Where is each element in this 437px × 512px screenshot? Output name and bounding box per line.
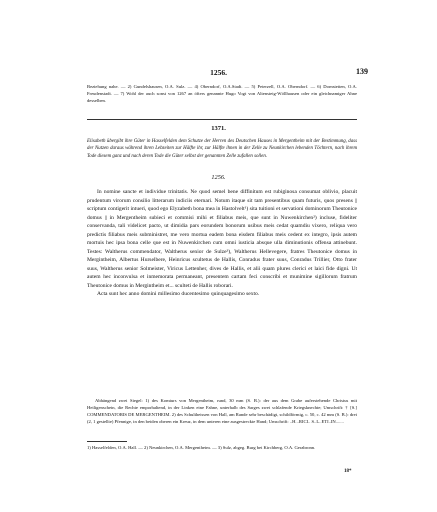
signature-mark: 18* bbox=[344, 469, 352, 474]
document-year: 1256. bbox=[211, 174, 226, 181]
document-body bbox=[87, 188, 357, 299]
body-paragraph: In nomine sancte et individue trinitatis. Ne quod semel bene diffinitum est rubiginosa consumat oblivio, placuit prudentum virorum consilio litterarum indiciis eternari. Notum itaque sit tam presentibus quam futuris, quos presens || scriptum contigerit intueri, quod ego Elyzabeth bona mea in Hastolvelt¹) sita tuitioni et servationi dominorum Theutonice domus || in Mergentheim subieci et commisi mihi et filiabus meis, que sunt in Nuwenkirchen²) incluse, fideliter conservanda, tali videlicet pacto, ut dimidia pars eorundem bonorum usibus meis cedat quamdiu vixero, reliqua vero predictis filiabus meis subministret, me vero mortua eadem bona eisdem filiabus meis cedent ex integro, ipsis autem mortuis hec ipsa bona celle que est in Nuwenkirchen cum omni iusticia absque ulla diminutionis offensa attinebunt. Testes: Waltherus commendator, Waltherus senior de Sulze³), Waltherus Hellevegere, fratres Theutonice domus in Mergintheim, Albertus Hurselbere, Heinricus scultetus de Hallis, Conradus frater suus, Conradus Trillier, Otto frater suus, Waltherus senior Solmeister, Viricus Lettenher, dives de Hallis, et alii quam plures clerici et laici fide digni. Ut autem hec inconvulsa et inmemorata permaneant, presentem cartam feci conscribi et munimine sigillorum fratrum Theutonice domus in Mergintheim et... sculteti de Hallis roborari. bbox=[87, 189, 357, 289]
running-header-year: 1256. bbox=[210, 68, 227, 77]
document-number: 1371. bbox=[211, 125, 226, 132]
footnotes: 1) Hasselfelden, O.A. Hall. — 2) Neunkirchen, O.A. Mergentheim. — 3) Sulz, abgeg. Burg bei Kirchberg, O.A. Gerabronn. bbox=[87, 445, 316, 450]
footnote-rule bbox=[87, 441, 127, 442]
body-paragraph: Acta sunt hec anno domini millesimo ducentesimo quinquagesimo sexto. bbox=[97, 291, 260, 297]
seal-notes-paragraph: Abhängend zwei Siegel: 1) des Komturs von Mergentheim, rund, 30 mm (S. B.): der aus dem Grabe auferstehende Christus mit Heiligenschein, die Rechte emporhaltend, in der Linken eine Fahne, unterhalb des Sarges zwei schlafende Kriegsknechte; Umschrift: † [S.] COMMENDATORIS DE MERGENTHEIM. 2) des Schultheissen von Hall, am Rande sehr beschädigt, schildförmig, c. 50, c. 42 mm (S. B.): drei (2, 1 gestellte) Pfennige, in den beiden oberen ein Kreuz, in dem unteren eine ausgestreckte Hand; Umschrift: ..H...RICI.. S..L..ETI..IN....... bbox=[87, 398, 357, 424]
document-regest: Elisabeth übergibt ihre Güter in Hasselfelden dem Schutze der Herren des Deutschen Hauses in Mergentheim mit der Bestimmung, dass der Nutzen daraus während ihren Lebzeiten zur Hälfte ihr, zur Hälfte ihnen in der Zelle zu Neunkirchen lebenden Töchtern, nach ihrem Tode diesem ganz und nach deren Tode die Güter selbst der genannten Zelle zufallen sollen. bbox=[87, 139, 357, 159]
previous-footnotes: Beziehung nahe. — 2) Gundelshausen, O.A. Sulz. — 4) Oberndorf, O.A.Stadt. — 5) Peterzell, O.A. Oberndorf. — 6) Dornstetten, O.A. Freudenstadt. — 7) Wohl der auch sonst von 1267 an öfters genannte Hugo Vogt von Altensteig-Wöllhausen oder ein gleichnamiger Ahne desselben. bbox=[87, 84, 357, 103]
page-number: 139 bbox=[356, 67, 368, 76]
seal-description bbox=[87, 398, 357, 426]
divider-rule bbox=[87, 119, 357, 120]
